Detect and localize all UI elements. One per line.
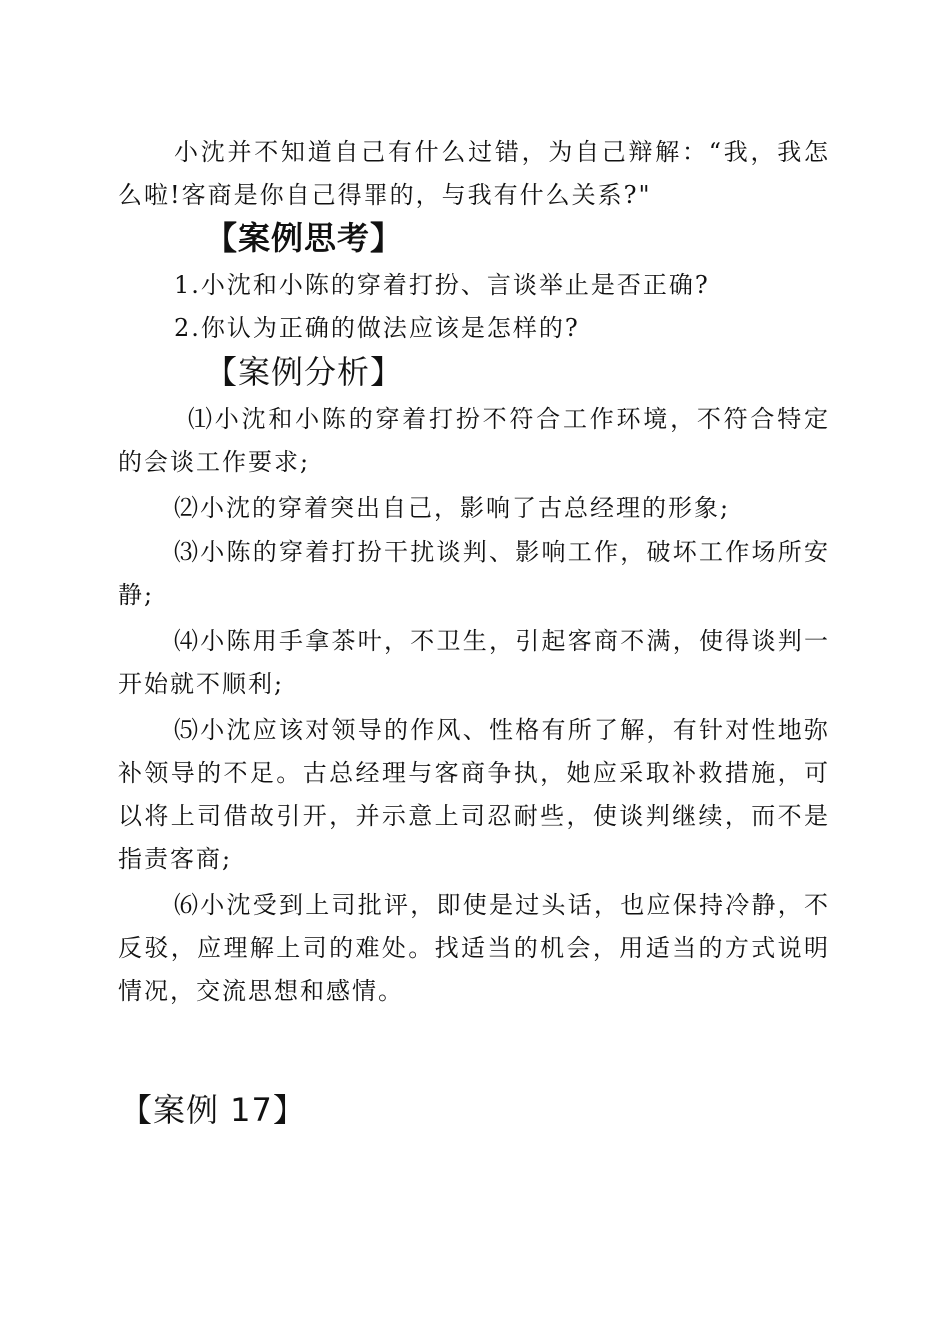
question-2: 2.你认为正确的做法应该是怎样的? (174, 314, 580, 342)
analysis-item-6: ⑹小沈受到上司批评，即使是过头话，也应保持冷静，不反驳，应理解上司的难处。找适当的机会，用适当的方式说明情况，交流思想和感情。 (118, 891, 830, 1005)
intro-paragraph: 小沈并不知道自己有什么过错，为自己辩解：“我，我怎么啦!客商是你自己得罪的，与我有什么关系?" (118, 138, 830, 209)
next-case-heading: 【案例 17】 (120, 1091, 306, 1129)
thinking-heading: 【案例思考】 (205, 219, 404, 257)
analysis-heading: 【案例分析】 (205, 353, 404, 391)
analysis-item-2: ⑵小沈的穿着突出自己，影响了古总经理的形象; (174, 494, 731, 522)
analysis-item-4: ⑷小陈用手拿茶叶，不卫生，引起客商不满，使得谈判一开始就不顺利; (118, 627, 830, 698)
analysis-item-5: ⑸小沈应该对领导的作风、性格有所了解，有针对性地弥补领导的不足。古总经理与客商争执，她应采取补救措施，可以将上司借故引开，并示意上司忍耐些，使谈判继续，而不是指责客商; (118, 716, 830, 873)
analysis-item-3: ⑶小陈的穿着打扮干扰谈判、影响工作，破坏工作场所安静; (118, 538, 830, 609)
question-1: 1.小沈和小陈的穿着打扮、言谈举止是否正确? (174, 271, 710, 299)
analysis-item-1: ⑴小沈和小陈的穿着打扮不符合工作环境，不符合特定的会谈工作要求; (118, 405, 830, 476)
